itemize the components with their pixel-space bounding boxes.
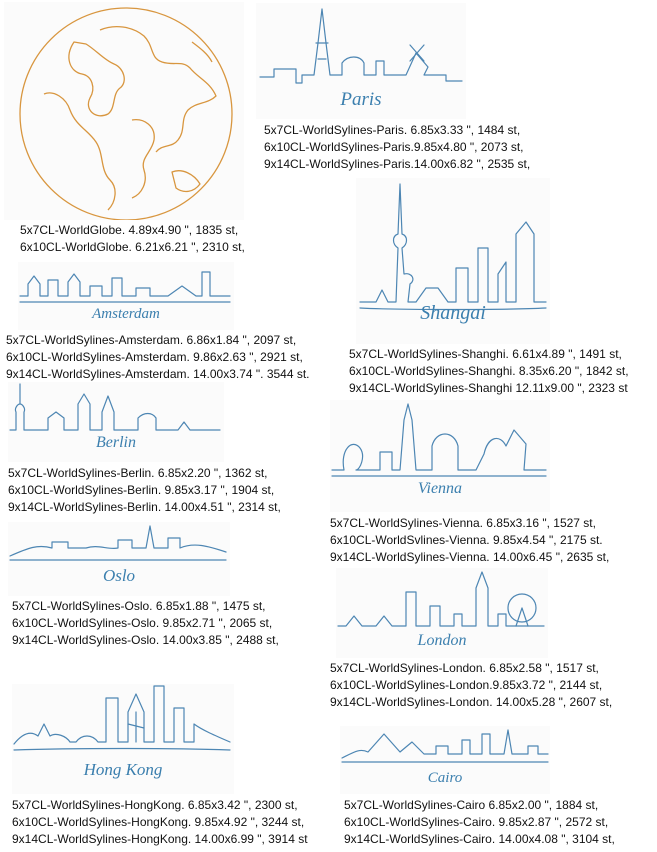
spec-line: 9x14CL-WorldSylines-Shanghi 12.11x9.00 ", 2323 st (349, 381, 628, 395)
oslo-specs (12, 598, 279, 649)
spec-line: 5x7CL-WorldSylines-Vienna. 6.85x3.16 ", 1527 st, (330, 516, 596, 530)
spec-line: 9x14CL-WorldSylines-London. 14.00x5.28 ", 2607 st, (330, 695, 613, 709)
design-caption: Hong Kong (83, 760, 163, 779)
hongkong-specs (12, 797, 308, 848)
spec-line: 5x7CL-WorldSylines-Berlin. 6.85x2.20 ", 1362 st, (8, 466, 268, 480)
design-caption: Shangai (420, 302, 486, 324)
design-caption: Vienna (417, 480, 463, 497)
paris-design-thumbnail (256, 3, 466, 119)
design-caption: Oslo (102, 566, 136, 585)
spec-line: 9x14CL-WorldSylines-Paris.14.00x6.82 ", 2535 st, (264, 157, 531, 171)
vienna-design-thumbnail (330, 400, 550, 512)
spec-line: 6x10CL-WorldSylines-Oslo. 9.85x2.71 ", 2065 st, (12, 616, 273, 630)
spec-line: 5x7CL-WorldSylines-Amsterdam. 6.86x1.84 ", 2097 st, (6, 333, 297, 347)
spec-line: 6x10CL-WorldSylines-Berlin. 9.85x3.17 ", 1904 st, (8, 483, 275, 497)
paris-specs (264, 122, 530, 173)
design-caption: Berlin (96, 434, 136, 451)
cairo-design-thumbnail (340, 726, 550, 794)
berlin-specs (8, 465, 281, 516)
spec-line: 6x10CL-WorldSylines-Cairo. 9.85x2.87 ", 2572 st, (344, 815, 609, 829)
shanghai-design-thumbnail (356, 178, 550, 344)
vienna-specs (330, 515, 609, 566)
spec-line: 6x10CL-WorldSvlines-Vienna. 9.85x4.54 ", 2175 st. (330, 533, 603, 547)
spec-line: 6x10CL-WorldSylines-HongKong. 9.85x4.92 ", 3244 st, (12, 815, 305, 829)
cairo-specs (344, 797, 615, 848)
spec-line: 9x14CL-WorldSylines-Oslo. 14.00x3.85 ", 2488 st, (12, 633, 279, 647)
globe-specs (20, 222, 245, 256)
design-caption: London (417, 632, 467, 649)
globe-outline-icon (4, 2, 244, 220)
spec-line: 6x10CL-WorldSylines-London.9.85x3.72 ", 2144 st, (330, 678, 603, 692)
spec-line: 9x14CL-WorldSylines-HongKong. 14.00x6.99 ", 3914 st (12, 832, 308, 846)
design-caption: Paris (340, 89, 382, 110)
spec-line: 5x7CL-WorldSylines-Oslo. 6.85x1.88 ", 1475 st, (12, 599, 266, 613)
spec-line: 5x7CL-WorldGlobe. 4.89x4.90 ", 1835 st, (20, 223, 239, 237)
oslo-design-thumbnail (8, 522, 230, 596)
spec-line: 5x7CL-WorldSylines-Cairo 6.85x2.00 ", 1884 st, (344, 798, 599, 812)
design-caption: Amsterdam (92, 306, 160, 322)
globe-design-thumbnail (4, 2, 244, 220)
amsterdam-design-thumbnail (18, 262, 234, 330)
spec-line: 6x10CL-WorldSylines-Shanghi. 8.35x6.20 ", 1842 st, (349, 364, 629, 378)
spec-line: 6x10CL-WorldSylines-Amsterdam. 9.86x2.63 ", 2921 st, (6, 350, 303, 364)
spec-line: 9x14CL-WorldSylines-Vienna. 14.00x6.45 ", 2635 st, (330, 550, 610, 564)
spec-line: 5x7CL-WorldSylines-HongKong. 6.85x3.42 ", 2300 st, (12, 798, 298, 812)
hongkong-design-thumbnail (12, 684, 234, 794)
spec-line: 9x14CL-WorldSylines-Amsterdam. 14.00x3.74 ". 3544 st. (6, 367, 310, 381)
spec-line: 5x7CL-WorldSylines-Paris. 6.85x3.33 ", 1484 st, (264, 123, 521, 137)
spec-line: 9x14CL-WorldSylines-Cairo. 14.00x4.08 ", 3104 st, (344, 832, 615, 846)
spec-line: 6x10CL-WorldSylines-Paris.9.85x4.80 ", 2073 st, (264, 140, 524, 154)
spec-line: 6x10CL-WorldGlobe. 6.21x6.21 ", 2310 st, (20, 240, 245, 254)
london-specs (330, 660, 612, 711)
berlin-design-thumbnail (8, 382, 224, 462)
london-design-thumbnail (336, 568, 548, 658)
amsterdam-specs (6, 332, 310, 383)
shanghai-specs (349, 346, 629, 397)
spec-line: 9x14CL-WorldSylines-Berlin. 14.00x4.51 ", 2314 st, (8, 500, 281, 514)
design-caption: Cairo (427, 770, 463, 786)
spec-line: 5x7CL-WorldSylines-London. 6.85x2.58 ", 1517 st, (330, 661, 599, 675)
spec-line: 5x7CL-WorldSylines-Shanghi. 6.61x4.89 ", 1491 st, (349, 347, 622, 361)
